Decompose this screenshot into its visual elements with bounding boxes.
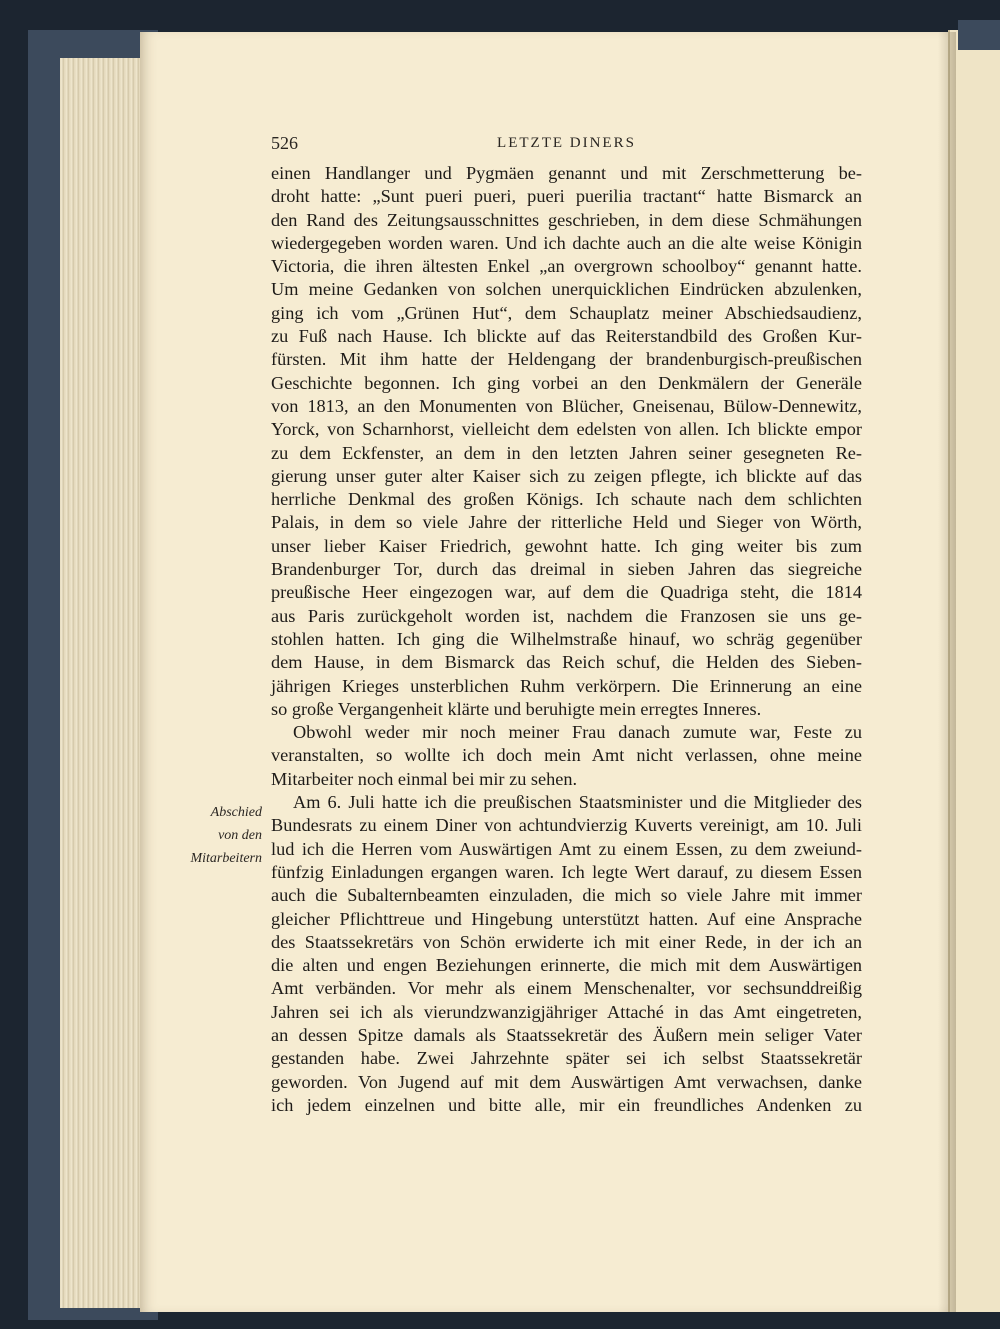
text-line: Victoria, die ihren ältesten Enkel „an overgrown schoolboy“ genannt hatte. xyxy=(271,256,862,277)
margin-note-line: von den xyxy=(218,828,262,843)
text-line: aus Paris zurückgeholt worden ist, nachdem die Franzosen sie uns ge- xyxy=(271,605,862,626)
text-line: zu Fuß nach Hause. Ich blickte auf das Reiterstandbild des Großen Kur- xyxy=(271,326,862,347)
text-line: ging ich vom „Grünen Hut“, dem Schauplatz meiner Abschiedsaudienz, xyxy=(271,302,862,323)
text-line: stohlen hatten. Ich ging die Wilhelmstraße hinauf, wo schräg gegenüber xyxy=(271,628,862,649)
running-title: LETZTE DINERS xyxy=(497,135,636,151)
text-line: einen Handlanger und Pygmäen genannt und mit Zerschmetterung be- xyxy=(271,163,862,183)
margin-note-line: Mitarbeitern xyxy=(190,851,262,866)
text-line: geworden. Von Jugend auf mit dem Auswärtigen Amt verwachsen, danke xyxy=(271,1071,862,1092)
text-line: ich jedem einzelnen und bitte alle, mir ein freundliches Andenken zu xyxy=(271,1094,862,1115)
text-line: Am 6. Juli hatte ich die preußischen Staatsminister und die Mitglieder des xyxy=(293,792,862,813)
text-line: von 1813, an den Monumenten von Blücher, Gneisenau, Bülow-Dennewitz, xyxy=(271,395,862,416)
text-line: Jahren sei ich als vierundzwanzigjähriger Attaché in das Amt eingetreten, xyxy=(271,1001,862,1022)
text-line: die alten und engen Beziehungen erinnerte, die mich mit dem Auswärtigen xyxy=(271,955,862,976)
text-line: jährigen Krieges unsterblichen Ruhm verkörpern. Die Erinnerung an eine xyxy=(271,675,862,696)
text-line: den Rand des Zeitungsausschnittes geschrieben, in dem diese Schmähungen xyxy=(271,209,862,230)
text-line: gierung unser guter alter Kaiser sich zu zeigen pflegte, ich blickte auf das xyxy=(271,465,862,486)
text-line: dem Hause, in dem Bismarck das Reich schuf, die Helden des Sieben- xyxy=(271,652,862,673)
text-line: Brandenburger Tor, durch das dreimal in sieben Jahren das siegreiche xyxy=(271,559,862,580)
text-line: gestanden habe. Zwei Jahrzehnte später sei ich selbst Staatssekretär xyxy=(271,1048,862,1069)
page-header xyxy=(271,133,862,159)
text-line: wiedergegeben worden waren. Und ich dachte auch an die alte weise Königin xyxy=(271,232,862,253)
text-line: Amt verbänden. Vor mehr als einem Menschenalter, vor sechsunddreißig xyxy=(271,978,862,999)
text-line: gleicher Pflichttreue und Hingebung unterstützt hatten. Auf eine Ansprache xyxy=(271,908,862,929)
text-line: Yorck, von Scharnhorst, vielleicht dem edelsten von allen. Ich blickte empor xyxy=(271,419,862,440)
text-line: zu dem Eckfenster, an dem in den letzten Jahren seiner gesegneten Re- xyxy=(271,442,862,463)
text-line: Mitarbeiter noch einmal bei mir zu sehen. xyxy=(271,768,578,789)
text-line: Um meine Gedanken von solchen unerquicklichen Eindrücken abzulenken, xyxy=(271,279,862,300)
text-line: Geschichte begonnen. Ich ging vorbei an den Denkmälern der Generäle xyxy=(271,372,862,393)
text-line: auch die Subalternbeamten einzuladen, die mich so viele Jahre mit immer xyxy=(271,885,862,906)
text-line: droht hatte: „Sunt pueri pueri, pueri puerilia tractant“ hatte Bismarck an xyxy=(271,186,862,207)
margin-note-line: Abschied xyxy=(210,805,262,820)
text-line: Obwohl weder mir noch meiner Frau danach zumute war, Feste zu xyxy=(293,722,862,743)
text-line: Bundesrats zu einem Diner von achtundvierzig Kuverts vereinigt, am 10. Juli xyxy=(271,815,862,836)
margin-note xyxy=(160,801,262,870)
text-line: veranstalten, so wollte ich doch mein Amt nicht verlassen, ohne meine xyxy=(271,745,862,766)
text-line: lud ich die Herren vom Auswärtigen Amt zu einem Essen, zu dem zweiund- xyxy=(271,838,862,859)
body-text xyxy=(271,162,862,1117)
text-line: Palais, in dem so viele Jahre der ritterliche Held und Sieger von Wörth, xyxy=(271,512,862,533)
page-number: 526 xyxy=(271,133,298,153)
text-line: preußische Heer eingezogen war, auf dem die Quadriga steht, die 1814 xyxy=(271,582,862,603)
text-line: fünfzig Einladungen ergangen waren. Ich legte Wert darauf, zu diesem Essen xyxy=(271,861,862,882)
gutter-shadow xyxy=(938,32,956,1312)
text-line: an dessen Spitze damals als Staatssekretär des Äußern mein seliger Vater xyxy=(271,1024,862,1045)
text-line: des Staatssekretärs von Schön erwiderte ich mit einer Rede, in der ich an xyxy=(271,931,862,952)
page-edges xyxy=(60,58,150,1308)
text-line: unser lieber Kaiser Friedrich, gewohnt hatte. Ich ging weiter bis zum xyxy=(271,535,862,556)
text-line: herrliche Denkmal des großen Königs. Ich schaute nach dem schlichten xyxy=(271,489,862,510)
text-line: fürsten. Mit ihm hatte der Heldengang der brandenburgisch-preußischen xyxy=(271,349,862,370)
text-line: so große Vergangenheit klärte und beruhigte mein erregtes Inneres. xyxy=(271,698,762,719)
book-cover-right xyxy=(958,20,1000,50)
